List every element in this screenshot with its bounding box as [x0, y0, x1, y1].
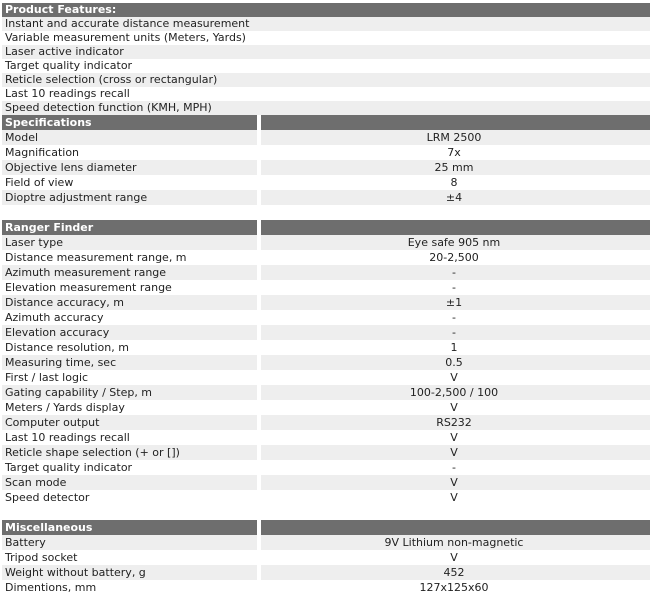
misc-row: Weight without battery, g 452: [2, 565, 650, 580]
spec-row: Dioptre adjustment range ±4: [2, 190, 650, 205]
feature-item: Variable measurement units (Meters, Yards): [2, 31, 650, 45]
ranger-row: Elevation accuracy -: [2, 325, 650, 340]
feature-item: Target quality indicator: [2, 59, 650, 73]
ranger-finder-header: [2, 220, 650, 235]
misc-row: Tripod socket V: [2, 550, 650, 565]
ranger-row: Laser type Eye safe 905 nm: [2, 235, 650, 250]
miscellaneous-header: [2, 520, 650, 535]
misc-row: Battery 9V Lithium non-magnetic: [2, 535, 650, 550]
ranger-row: Meters / Yards display V: [2, 400, 650, 415]
specifications-title: Specifications: [5, 116, 92, 129]
misc-row: Dimentions, mm 127x125x60: [2, 580, 650, 595]
ranger-finder-title: Ranger Finder: [5, 221, 94, 234]
ranger-row: Azimuth accuracy -: [2, 310, 650, 325]
spacer-row: [2, 205, 650, 220]
ranger-row: Distance accuracy, m ±1: [2, 295, 650, 310]
ranger-row: Gating capability / Step, m 100-2,500 / 100: [2, 385, 650, 400]
ranger-row: Elevation measurement range -: [2, 280, 650, 295]
spec-row: Magnification 7x: [2, 145, 650, 160]
miscellaneous-title: Miscellaneous: [5, 521, 93, 534]
ranger-row: Distance measurement range, m 20-2,500: [2, 250, 650, 265]
ranger-row: Azimuth measurement range -: [2, 265, 650, 280]
spec-row: Field of view 8: [2, 175, 650, 190]
feature-item: Instant and accurate distance measurement: [2, 17, 650, 31]
ranger-row: Distance resolution, m 1: [2, 340, 650, 355]
spec-row: Model LRM 2500: [2, 130, 650, 145]
ranger-row: Reticle shape selection (+ or []) V: [2, 445, 650, 460]
ranger-row: First / last logic V: [2, 370, 650, 385]
ranger-row: Scan mode V: [2, 475, 650, 490]
ranger-row: Measuring time, sec 0.5: [2, 355, 650, 370]
features-title: Product Features:: [5, 3, 117, 16]
spacer-row: [2, 505, 650, 520]
feature-item: Laser active indicator: [2, 45, 650, 59]
feature-item: Reticle selection (cross or rectangular): [2, 73, 650, 87]
spec-row: Objective lens diameter 25 mm: [2, 160, 650, 175]
ranger-row: Computer output RS232: [2, 415, 650, 430]
features-header: [2, 3, 650, 17]
ranger-row: Last 10 readings recall V: [2, 430, 650, 445]
ranger-row: Speed detector V: [2, 490, 650, 505]
feature-item: Last 10 readings recall: [2, 87, 650, 101]
specifications-header: [2, 115, 650, 130]
ranger-row: Target quality indicator -: [2, 460, 650, 475]
feature-item: Speed detection function (KMH, MPH): [2, 101, 650, 115]
